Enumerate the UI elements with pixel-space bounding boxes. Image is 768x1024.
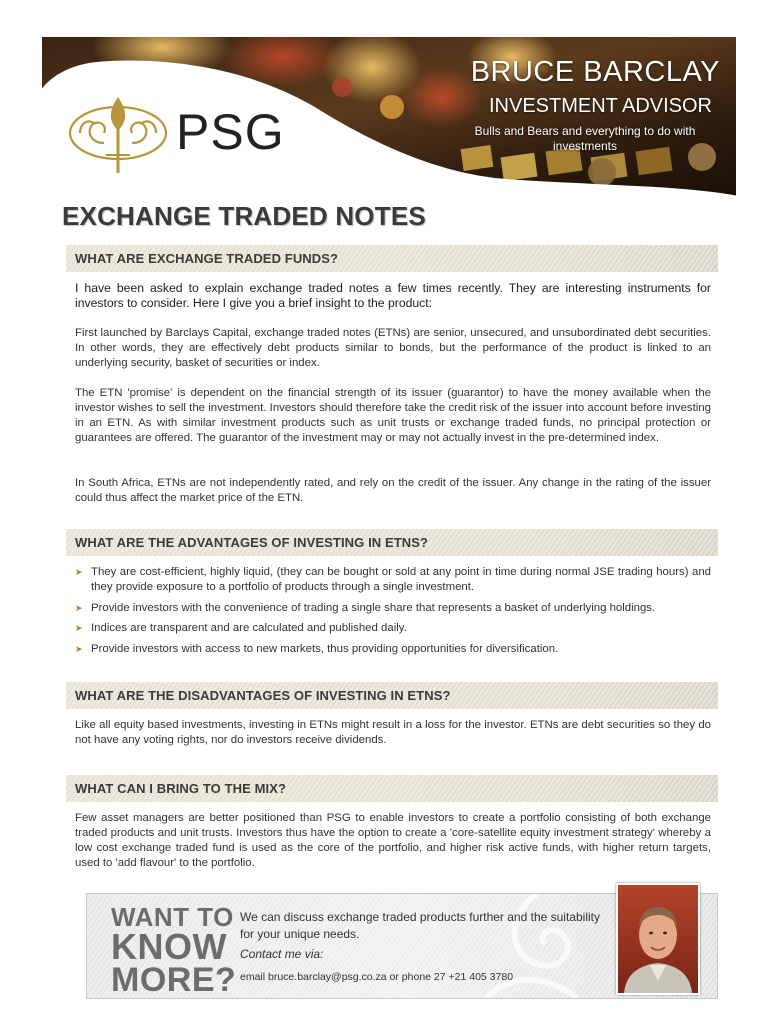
advisor-photo bbox=[616, 883, 700, 995]
document-page bbox=[42, 37, 736, 1024]
section-heading-what-are-etfs: WHAT ARE EXCHANGE TRADED FUNDS? bbox=[66, 245, 718, 272]
section-paragraph: Few asset managers are better positioned than PSG to enable investors to create a portfolio consisting of both exchange traded products and unit trusts. Investors thus have the option to create a 'core-satellite equity investment strategy' whereby a low cost exchange traded fund is used as the core of the portfolio, and higher risk active funds, with higher return targets, used to 'add flavour' to the portfolio. bbox=[75, 812, 711, 869]
contact-via-label: Contact me via: bbox=[240, 947, 324, 961]
arrow-bullet-icon: ➤ bbox=[75, 623, 83, 633]
arrow-bullet-icon: ➤ bbox=[75, 643, 83, 654]
header-banner bbox=[42, 37, 736, 197]
arrow-bullet-icon: ➤ bbox=[75, 567, 83, 577]
list-item: ➤ Provide investors with the convenience of trading a single share that represents a basket of underlying holdings. bbox=[75, 601, 656, 614]
advisor-title: INVESTMENT ADVISOR bbox=[488, 95, 712, 117]
page-title: EXCHANGE TRADED NOTES bbox=[62, 201, 426, 231]
want-to-know-more-heading: WANT TO KNOW MORE? bbox=[111, 902, 237, 999]
list-item: ➤ Indices are transparent and are calculated and published daily. bbox=[75, 622, 407, 634]
advantages-list bbox=[75, 565, 711, 662]
advisor-tagline: Bulls and Bears and everything to do with investments bbox=[474, 124, 696, 153]
list-item: ➤ Provide investors with access to new markets, thus providing opportunities for diversification. bbox=[75, 642, 559, 655]
section-heading-advantages: WHAT ARE THE ADVANTAGES OF INVESTING IN ETNS? bbox=[66, 529, 718, 556]
list-item: ➤ They are cost-efficient, highly liquid, (they can be bought or sold at any point in time during normal JSE trading hours) and they provide exposure to a portfolio of products through a single investment. bbox=[75, 566, 711, 593]
contact-email-phone[interactable]: email bruce.barclay@psg.co.za or phone 27 +21 405 3780 bbox=[240, 971, 514, 983]
section-paragraph: Like all equity based investments, investing in ETNs might result in a loss for the investor. ETNs are debt securities so they do not have any voting rights, nor do investors receive dividends. bbox=[75, 719, 711, 746]
intro-paragraph: I have been asked to explain exchange traded notes a few times recently. They are interesting instruments for investors to consider. Here I give you a brief insight to the product: bbox=[75, 281, 711, 310]
contact-description: We can discuss exchange traded products further and the suitability for your unique needs. bbox=[240, 910, 600, 941]
section-heading-disadvantages: WHAT ARE THE DISADVANTAGES OF INVESTING IN ETNS? bbox=[66, 682, 718, 709]
arrow-bullet-icon: ➤ bbox=[75, 602, 83, 613]
section-heading-bring-to-mix: WHAT CAN I BRING TO THE MIX? bbox=[66, 775, 718, 802]
psg-logo-text: PSG bbox=[176, 104, 285, 160]
section-paragraph: The ETN 'promise' is dependent on the financial strength of its issuer (guarantor) to have the money available when the investor wishes to sell the investment. Investors should therefore take the credit risk of the issuer into account before investing in an ETN. As with similar investment products such as unit trusts or exchange traded funds, no principal protection or guarantees are offered. The guarantor of the investment may or may not actually invest in the pre-determined index. bbox=[75, 387, 711, 444]
section-paragraph: In South Africa, ETNs are not independently rated, and rely on the credit of the issuer. Any change in the rating of the issuer could thus affect the market price of the ETN. bbox=[75, 477, 711, 504]
advisor-name: BRUCE BARCLAY bbox=[470, 56, 720, 88]
section-paragraph: First launched by Barclays Capital, exchange traded notes (ETNs) are senior, unsecured, and unsubordinated debt securities. In other words, they are effectively debt products similar to bonds, but the performance of the product is linked to an underlying security, basket of securities or index. bbox=[75, 327, 711, 369]
